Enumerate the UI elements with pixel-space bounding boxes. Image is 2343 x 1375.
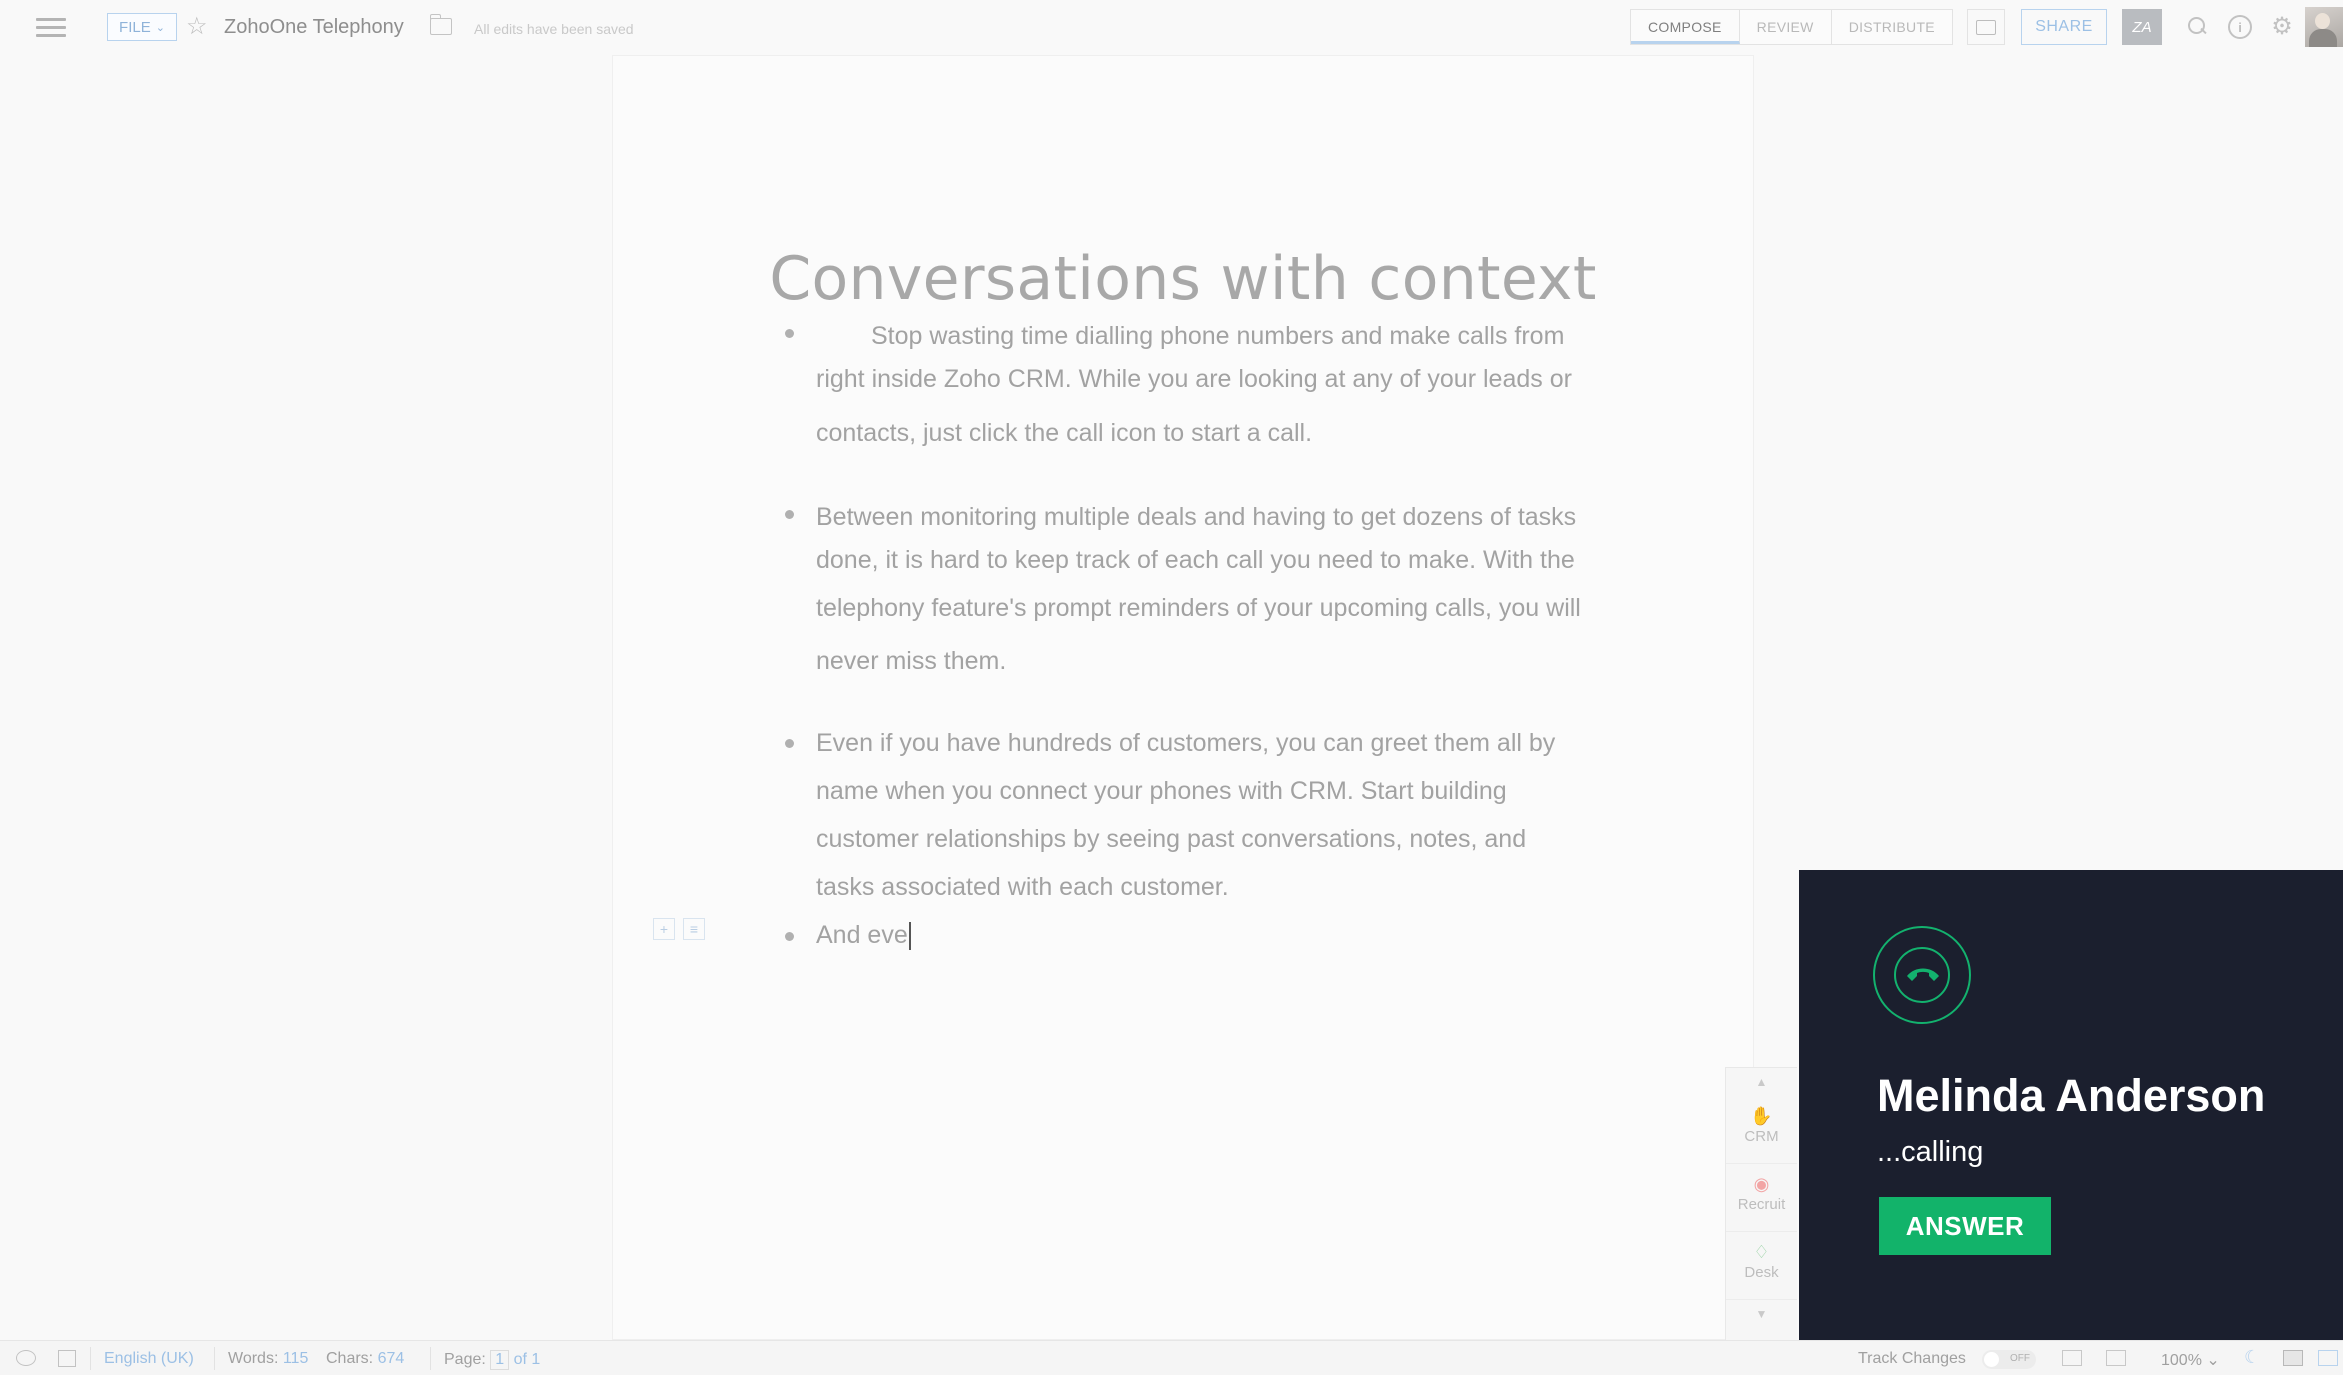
text-line: Even if you have hundreds of customers, you can greet them all by bbox=[816, 729, 1556, 757]
call-status: ...calling bbox=[1877, 1136, 1984, 1168]
toggle-state: OFF bbox=[2010, 1353, 2030, 1364]
zia-button[interactable]: ZA bbox=[2122, 9, 2162, 45]
reading-view-icon[interactable] bbox=[2283, 1350, 2303, 1366]
text-line: Stop wasting time dialling phone numbers and make calls from bbox=[871, 322, 1565, 350]
file-menu-label: FILE bbox=[119, 18, 151, 36]
word-count bbox=[228, 1350, 308, 1368]
chevron-down-icon: ⌄ bbox=[2206, 1352, 2220, 1369]
page-layout-icon[interactable] bbox=[2106, 1350, 2126, 1366]
mode-tabs bbox=[1630, 9, 1953, 45]
text-line: telephony feature's prompt reminders of your upcoming calls, you will bbox=[816, 594, 1581, 622]
folder-icon[interactable] bbox=[430, 18, 452, 35]
text-line: customer relationships by seeing past conversations, notes, and bbox=[816, 825, 1527, 853]
block-menu-icon[interactable]: ≡ bbox=[683, 918, 705, 940]
text-line: right inside Zoho CRM. While you are looking at any of your leads or bbox=[816, 365, 1572, 393]
share-button[interactable]: SHARE bbox=[2021, 9, 2107, 45]
text-line: Between monitoring multiple deals and having to get dozens of tasks bbox=[816, 503, 1577, 531]
document-heading[interactable]: Conversations with context bbox=[769, 244, 1597, 314]
gear-icon[interactable]: ⚙ bbox=[2271, 13, 2293, 40]
location-pin-icon: ◉ bbox=[1753, 1174, 1770, 1194]
chevron-up-icon[interactable]: ▲ bbox=[1755, 1075, 1768, 1089]
avatar[interactable] bbox=[2305, 7, 2343, 47]
language-value: English (UK) bbox=[104, 1350, 194, 1367]
page-indicator bbox=[444, 1350, 540, 1370]
typed-text: And eve bbox=[816, 921, 908, 949]
page-input[interactable]: 1 bbox=[490, 1350, 509, 1370]
star-icon[interactable]: ☆ bbox=[186, 13, 208, 40]
divider bbox=[90, 1347, 91, 1370]
handshake-icon: ✋ bbox=[1750, 1106, 1773, 1126]
tab-review[interactable]: REVIEW bbox=[1740, 10, 1832, 44]
bullet-marker bbox=[785, 510, 794, 519]
phone-icon bbox=[1904, 962, 1942, 988]
text-line: name when you connect your phones with CRM. Start building bbox=[816, 777, 1507, 805]
text-cursor bbox=[909, 922, 911, 950]
text-line: tasks associated with each customer. bbox=[816, 873, 1229, 901]
tab-distribute[interactable]: DISTRIBUTE bbox=[1848, 19, 1935, 35]
top-toolbar bbox=[0, 0, 2343, 56]
text-line bbox=[816, 921, 911, 950]
answer-button[interactable]: ANSWER bbox=[1879, 1197, 2051, 1255]
save-status: All edits have been saved bbox=[474, 21, 634, 37]
app-desk[interactable] bbox=[1726, 1232, 1797, 1300]
status-bar bbox=[0, 1340, 2343, 1375]
page-total: of 1 bbox=[513, 1351, 541, 1368]
document-page[interactable] bbox=[612, 55, 1754, 1340]
text-line: never miss them. bbox=[816, 647, 1007, 675]
search-icon[interactable] bbox=[2185, 15, 2209, 39]
info-icon[interactable]: i bbox=[2228, 15, 2252, 39]
chevron-down-icon[interactable]: ▼ bbox=[1755, 1307, 1768, 1321]
zoom-selector[interactable] bbox=[2161, 1350, 2220, 1370]
divider bbox=[214, 1347, 215, 1370]
language-selector[interactable] bbox=[104, 1350, 194, 1368]
comment-icon[interactable] bbox=[16, 1350, 36, 1366]
file-menu-button[interactable] bbox=[107, 13, 177, 41]
mail-icon[interactable] bbox=[2318, 1350, 2338, 1366]
tab-compose[interactable]: COMPOSE bbox=[1631, 10, 1740, 44]
keyboard-icon[interactable] bbox=[2062, 1350, 2082, 1366]
document-title[interactable]: ZohoOne Telephony bbox=[224, 16, 404, 38]
app-label: Recruit bbox=[1737, 1196, 1786, 1213]
app-switcher bbox=[1725, 1067, 1797, 1342]
desk-icon: ♢ bbox=[1753, 1242, 1770, 1262]
track-changes-toggle[interactable] bbox=[1982, 1350, 2036, 1369]
text-line: done, it is hard to keep track of each call you need to make. With the bbox=[816, 546, 1575, 574]
bullet-marker bbox=[785, 932, 794, 941]
comments-panel-button[interactable] bbox=[1967, 9, 2005, 45]
track-changes-label: Track Changes bbox=[1858, 1350, 1966, 1367]
chars-value: 674 bbox=[377, 1350, 405, 1367]
app-label: CRM bbox=[1744, 1128, 1779, 1145]
edit-icon[interactable] bbox=[58, 1350, 76, 1367]
chars-label: Chars: bbox=[326, 1350, 374, 1367]
app-crm[interactable] bbox=[1726, 1096, 1797, 1164]
comment-icon bbox=[1976, 20, 1996, 35]
chevron-down-icon: ⌄ bbox=[155, 21, 165, 34]
zoom-value: 100% bbox=[2161, 1352, 2202, 1369]
add-block-icon[interactable]: + bbox=[653, 918, 675, 940]
divider bbox=[430, 1347, 431, 1370]
words-label: Words: bbox=[228, 1350, 279, 1367]
call-ring bbox=[1873, 926, 1971, 1024]
app-label: Desk bbox=[1744, 1264, 1779, 1281]
char-count bbox=[326, 1350, 404, 1368]
menu-icon[interactable] bbox=[36, 18, 66, 38]
text-line: contacts, just click the call icon to start a call. bbox=[816, 419, 1313, 447]
page-label: Page: bbox=[444, 1351, 486, 1368]
caller-name: Melinda Anderson bbox=[1877, 1070, 2266, 1121]
night-mode-icon[interactable]: ☾ bbox=[2244, 1347, 2261, 1367]
incoming-call-panel bbox=[1799, 870, 2343, 1340]
block-tools bbox=[653, 918, 705, 940]
app-recruit[interactable] bbox=[1726, 1164, 1797, 1232]
words-value: 115 bbox=[282, 1350, 309, 1367]
bullet-marker bbox=[785, 739, 794, 748]
bullet-marker bbox=[785, 329, 794, 338]
